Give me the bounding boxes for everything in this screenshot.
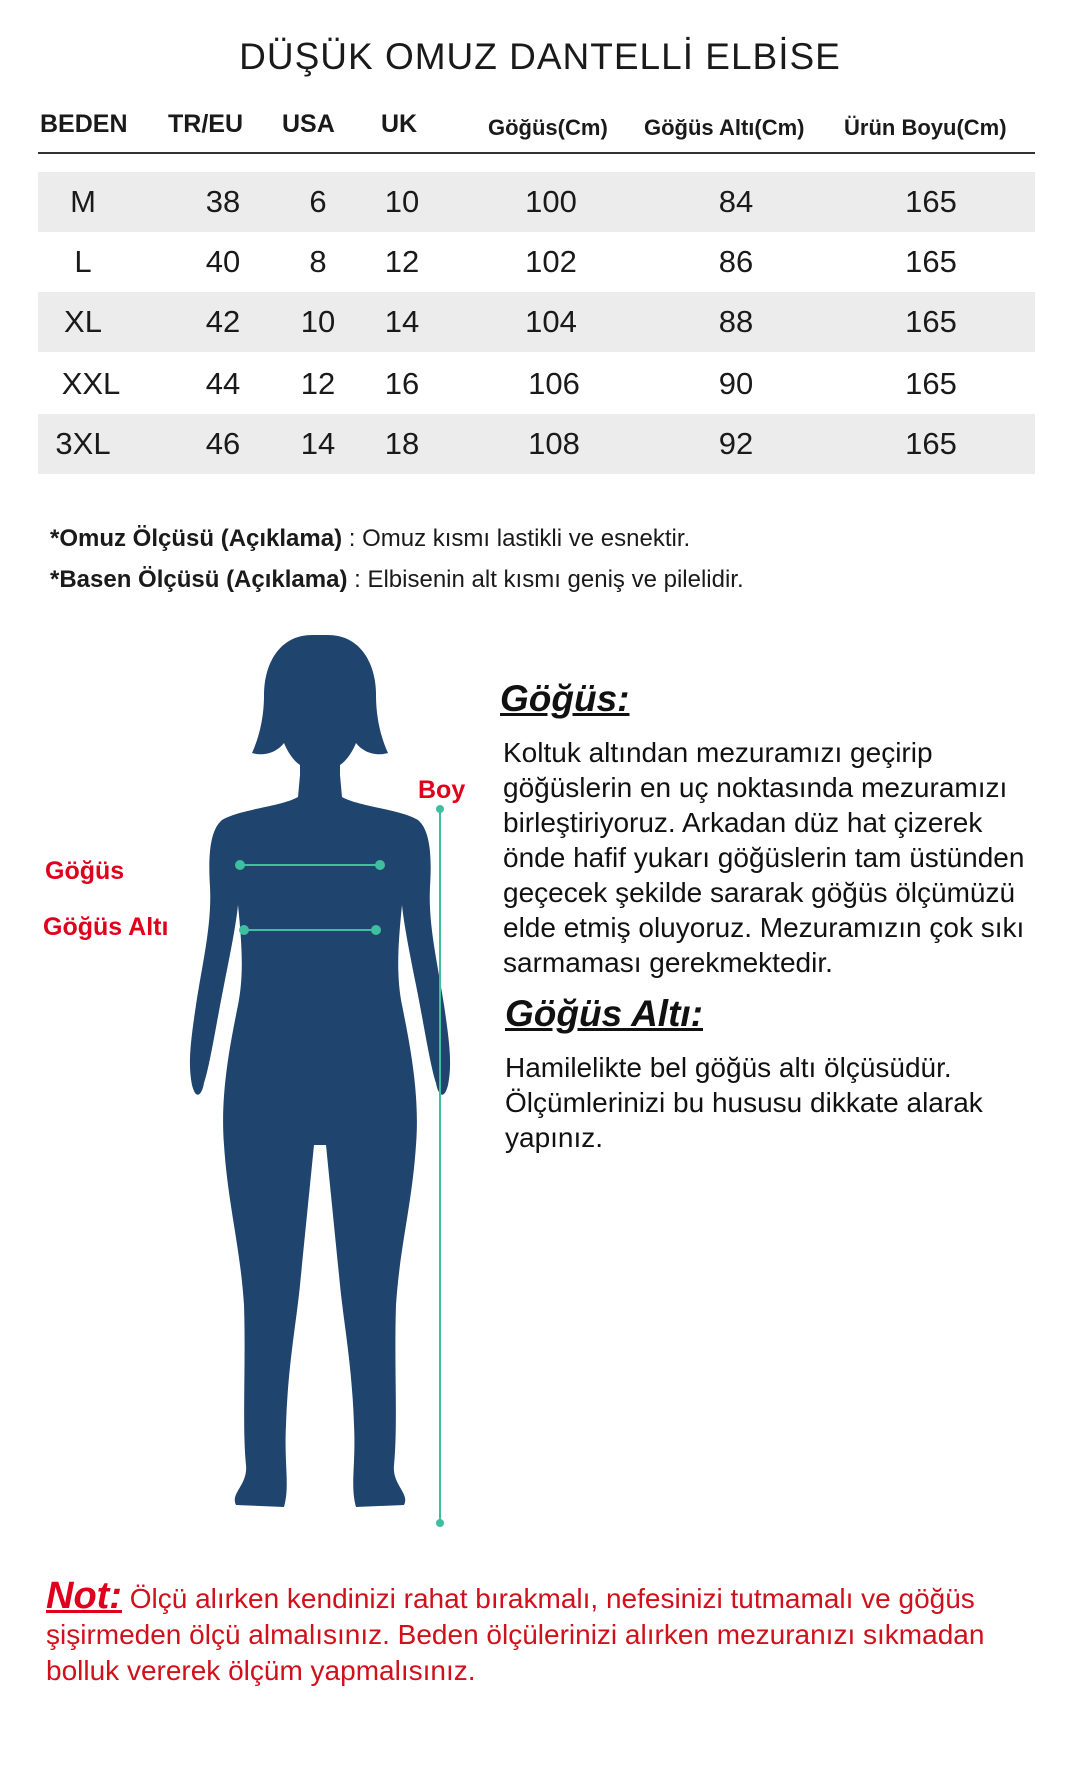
table-row — [38, 414, 1035, 474]
table-cell: 40 — [205, 244, 241, 279]
underbust-heading: Göğüs Altı: — [505, 993, 703, 1034]
header-bust: Göğüs(Cm) — [488, 115, 608, 140]
table-cell: 165 — [905, 304, 957, 339]
table-cell: 46 — [205, 426, 241, 461]
header-uk: UK — [381, 110, 418, 138]
bottom-note-text: Ölçü alırken kendinizi rahat bırakmalı, nefesinizi tutmamalı ve göğüs şişirmeden ölçü almalısınız. Beden ölçülerinizi alırken mezuranızı sıkmadan bolluk vererek ölçüm yapmalısınız. — [46, 1583, 985, 1686]
table-cell: 88 — [718, 304, 754, 339]
table-row — [38, 354, 1035, 414]
table-cell: 165 — [905, 366, 957, 401]
table-cell: 104 — [525, 304, 577, 339]
table-cell: 16 — [384, 366, 420, 401]
shoulder-note-text: : Omuz kısmı lastikli ve esnektir. — [342, 525, 691, 552]
bust-heading: Göğüs: — [500, 678, 630, 719]
underbust-description: Hamilelikte bel göğüs altı ölçüsüdür. Ölçümlerinizi bu hususu dikkate alarak yapınız. — [505, 1052, 983, 1153]
table-cell: 92 — [718, 426, 754, 461]
hip-note-label: *Basen Ölçüsü (Açıklama) — [50, 566, 348, 593]
table-cell: 6 — [309, 184, 327, 219]
hip-note-text: : Elbisenin alt kısmı geniş ve pilelidir. — [347, 566, 744, 593]
table-cell: 90 — [718, 366, 754, 401]
table-cell: 8 — [309, 244, 327, 279]
table-cell: 108 — [528, 426, 580, 461]
silhouette-shape — [190, 635, 450, 1507]
header-underbust: Göğüs Altı(Cm) — [644, 115, 805, 140]
table-cell: 86 — [718, 244, 754, 279]
table-row — [38, 232, 1035, 292]
bust-description: Koltuk altından mezuramızı geçirip göğüslerin en uç noktasında mezuramızı birleştiriyoruz. Arkadan düz hat çizerek önde hafif yukarı göğüslerin tam üstünden geçecek şekilde sararak göğüs ölçümüzü elde etmiş oluyoruz. Mezuramızın çok sıkı sarmaması gerekmektedir. — [503, 737, 1025, 978]
underbust-label: Göğüs Altı — [43, 913, 169, 941]
bust-label: Göğüs — [45, 857, 125, 885]
table-cell: 3XL — [55, 426, 111, 461]
height-measure-line — [432, 805, 448, 1527]
table-cell: L — [74, 244, 92, 279]
table-cell: 12 — [300, 366, 336, 401]
table-row — [38, 292, 1035, 352]
table-cell: 102 — [525, 244, 577, 279]
header-tr-eu: TR/EU — [168, 110, 243, 138]
table-cell: 165 — [905, 426, 957, 461]
bottom-note — [46, 1575, 1046, 1689]
shoulder-note — [50, 525, 690, 553]
height-label: Boy — [418, 776, 466, 804]
table-cell: XXL — [61, 366, 121, 401]
table-cell: XL — [64, 304, 102, 339]
table-cell: 84 — [718, 184, 754, 219]
table-cell: 14 — [300, 426, 336, 461]
bottom-note-label: Not: — [46, 1575, 122, 1617]
table-cell: 100 — [525, 184, 577, 219]
header-length: Ürün Boyu(Cm) — [844, 115, 1007, 140]
table-cell: M — [70, 184, 96, 219]
table-cell: 12 — [384, 244, 420, 279]
table-cell: 165 — [905, 244, 957, 279]
header-divider — [38, 152, 1035, 154]
table-cell: 42 — [205, 304, 241, 339]
hip-note — [50, 566, 744, 594]
table-cell: 18 — [384, 426, 420, 461]
table-cell: 106 — [528, 366, 580, 401]
page-title: DÜŞÜK OMUZ DANTELLİ ELBİSE — [239, 36, 841, 77]
table-cell: 10 — [384, 184, 420, 219]
table-cell: 14 — [384, 304, 420, 339]
table-cell: 10 — [300, 304, 336, 339]
table-cell: 165 — [905, 184, 957, 219]
table-cell: 38 — [205, 184, 241, 219]
table-cell: 44 — [205, 366, 241, 401]
header-usa: USA — [282, 110, 335, 138]
shoulder-note-label: *Omuz Ölçüsü (Açıklama) — [50, 525, 343, 552]
table-row — [38, 172, 1035, 232]
header-size: BEDEN — [40, 110, 128, 138]
